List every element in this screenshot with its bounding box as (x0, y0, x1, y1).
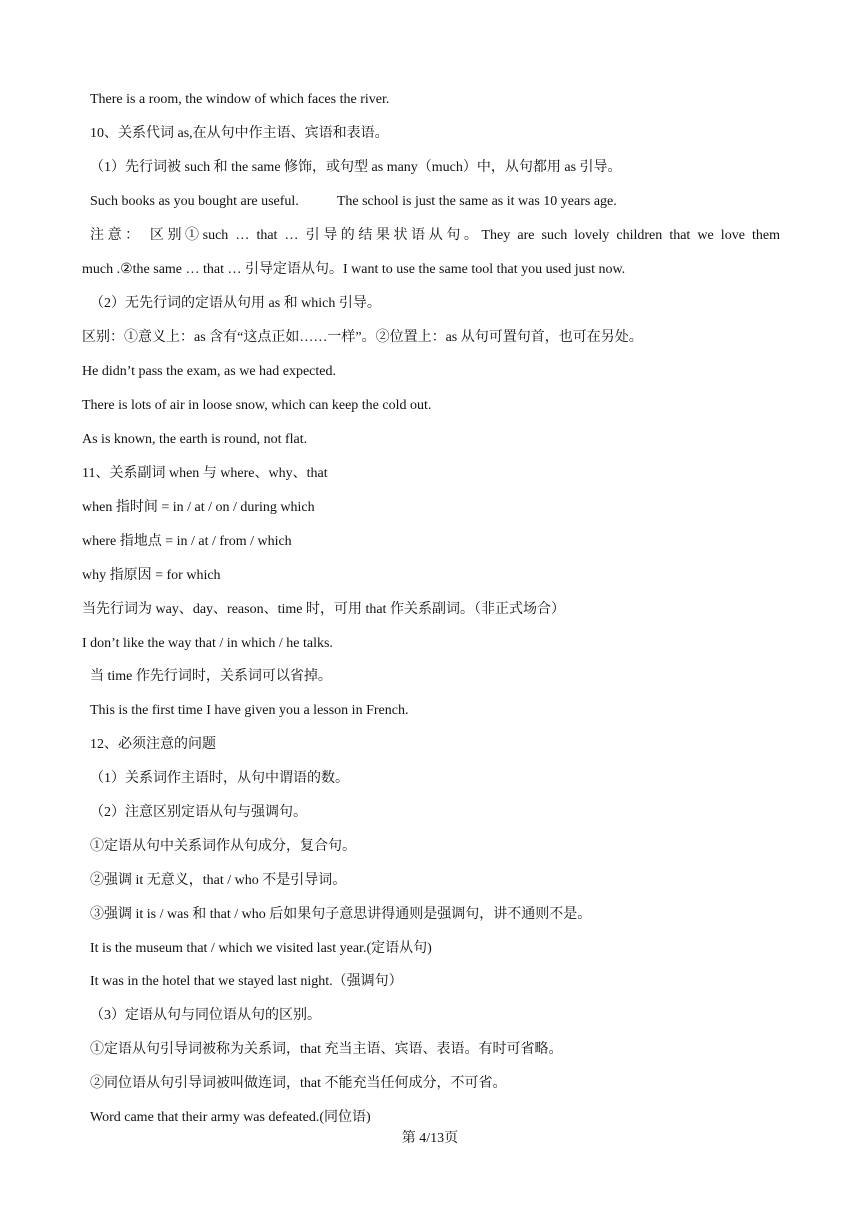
text-line: （2）无先行词的定语从句用 as 和 which 引导。 (90, 296, 381, 311)
text-line: why 指原因 = for which (82, 568, 221, 583)
text-line: （2）注意区别定语从句与强调句。 (90, 805, 307, 820)
example-sentence: It was in the hotel that we stayed last night.（强调句） (90, 974, 403, 989)
text-line: when 指时间 = in / at / on / during which (82, 500, 315, 515)
section-heading: 11、关系副词 when 与 where、why、that (82, 466, 328, 481)
text-line: ①定语从句引导词被称为关系词，that 充当主语、宾语、表语。有时可省略。 (90, 1042, 563, 1057)
section-heading: 10、关系代词 as,在从句中作主语、宾语和表语。 (90, 126, 389, 141)
example-sentence: He didn’t pass the exam, as we had expected. (82, 364, 336, 379)
text-line: 当先行词为 way、day、reason、time 时，可用 that 作关系副词。（非正式场合） (82, 602, 565, 617)
text-line: 区别：①意义上：as 含有“这点正如……一样”。②位置上：as 从句可置句首，也可在另处。 (82, 330, 643, 345)
text-line: ②强调 it 无意义，that / who 不是引导词。 (90, 873, 347, 888)
text-line: （1）先行词被 such 和 the same 修饰，或句型 as many（much）中，从句都用 as 引导。 (90, 160, 622, 175)
text-line: where 指地点 = in / at / from / which (82, 534, 292, 549)
text-line: ①定语从句中关系词作从句成分，复合句。 (90, 839, 356, 854)
text-line: ②同位语从句引导词被叫做连词，that 不能充当任何成分，不可省。 (90, 1076, 507, 1091)
example-sentence: Such books as you bought are useful. (90, 194, 299, 209)
text-line: much .②the same … that … 引导定语从句。I want to use the same tool that you used just now. (82, 262, 626, 277)
page-number-footer: 第 4/13页 (401, 1131, 459, 1146)
example-sentence: It is the museum that / which we visited last year.(定语从句) (90, 941, 432, 956)
example-line (90, 193, 617, 211)
example-sentence: The school is just the same as it was 10 years age. (336, 194, 617, 209)
example-sentence: This is the first time I have given you a lesson in French. (90, 703, 409, 718)
section-heading: 12、必须注意的问题 (90, 737, 216, 752)
text-line: 注意： 区别①such … that … 引导的结果状语从句。They are such lovely children that we love them (90, 228, 780, 243)
example-sentence: There is lots of air in loose snow, which can keep the cold out. (82, 398, 432, 413)
text-line: There is a room, the window of which faces the river. (90, 92, 390, 107)
example-sentence: I don’t like the way that / in which / he talks. (82, 636, 333, 651)
text-line: （1）关系词作主语时，从句中谓语的数。 (90, 771, 349, 786)
example-sentence: As is known, the earth is round, not flat. (82, 432, 308, 447)
text-line: ③强调 it is / was 和 that / who 后如果句子意思讲得通则是强调句，讲不通则不是。 (90, 907, 592, 922)
text-line: （3）定语从句与同位语从句的区别。 (90, 1008, 321, 1023)
text-line: 当 time 作先行词时，关系词可以省掉。 (90, 669, 332, 684)
example-sentence: Word came that their army was defeated.(同位语) (90, 1110, 371, 1125)
